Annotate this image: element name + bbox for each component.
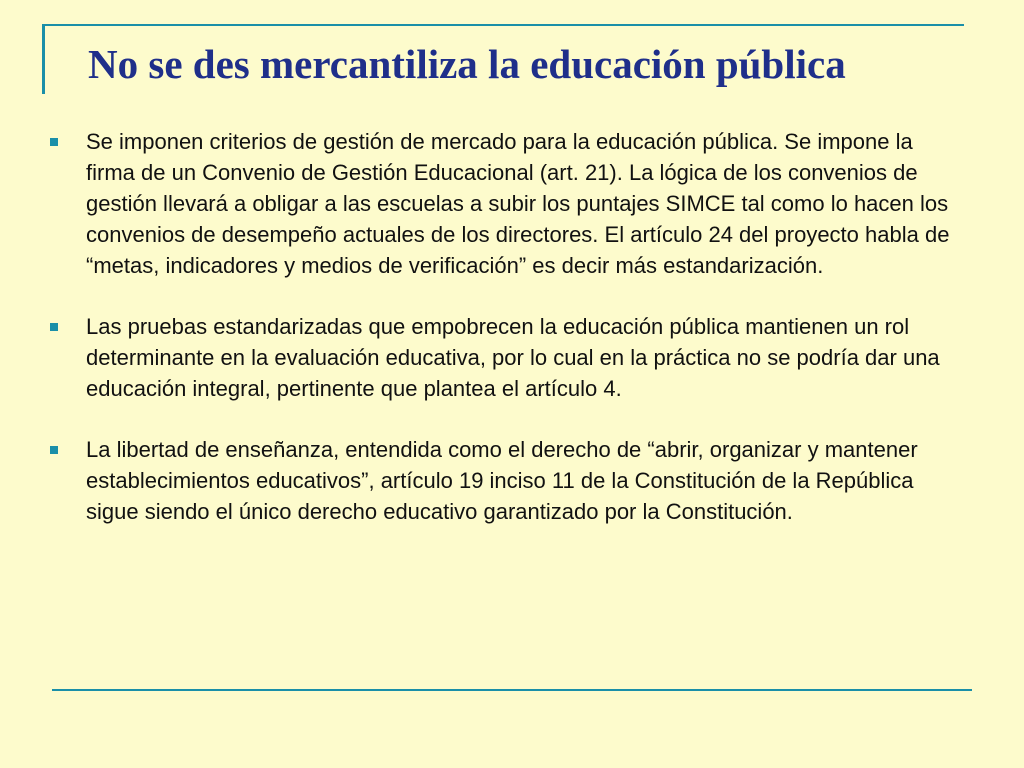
- footer-divider-line: [52, 689, 972, 691]
- bullet-item: [46, 126, 966, 281]
- square-bullet-icon: [50, 138, 58, 146]
- bullet-item: [46, 311, 966, 404]
- bullet-text: Las pruebas estandarizadas que empobrecen la educación pública mantienen un rol determinante en la evaluación educativa, por lo cual en la práctica no se podría dar una educación integral, pertinente que plantea el artículo 4.: [86, 314, 940, 401]
- title-frame-left-line: [42, 24, 45, 94]
- slide-title: No se des mercantiliza la educación pública: [88, 41, 846, 87]
- bullet-text: La libertad de enseñanza, entendida como el derecho de “abrir, organizar y mantener establecimientos educativos”, artículo 19 inciso 11 de la Constitución de la República sigue siendo el único derecho educativo garantizado por la Constitución.: [86, 437, 918, 524]
- bullet-text: Se imponen criterios de gestión de mercado para la educación pública. Se impone la firma de un Convenio de Gestión Educacional (art. 21). La lógica de los convenios de gestión llevará a obligar a las escuelas a subir los puntajes SIMCE tal como lo hacen los convenios de desempeño actuales de los directores. El artículo 24 del proyecto habla de “metas, indicadores y medios de verificación” es decir más estandarización.: [86, 129, 950, 278]
- square-bullet-icon: [50, 446, 58, 454]
- bullet-item: [46, 434, 966, 527]
- bullet-list: [46, 126, 966, 557]
- square-bullet-icon: [50, 323, 58, 331]
- title-frame-top-line: [42, 24, 964, 26]
